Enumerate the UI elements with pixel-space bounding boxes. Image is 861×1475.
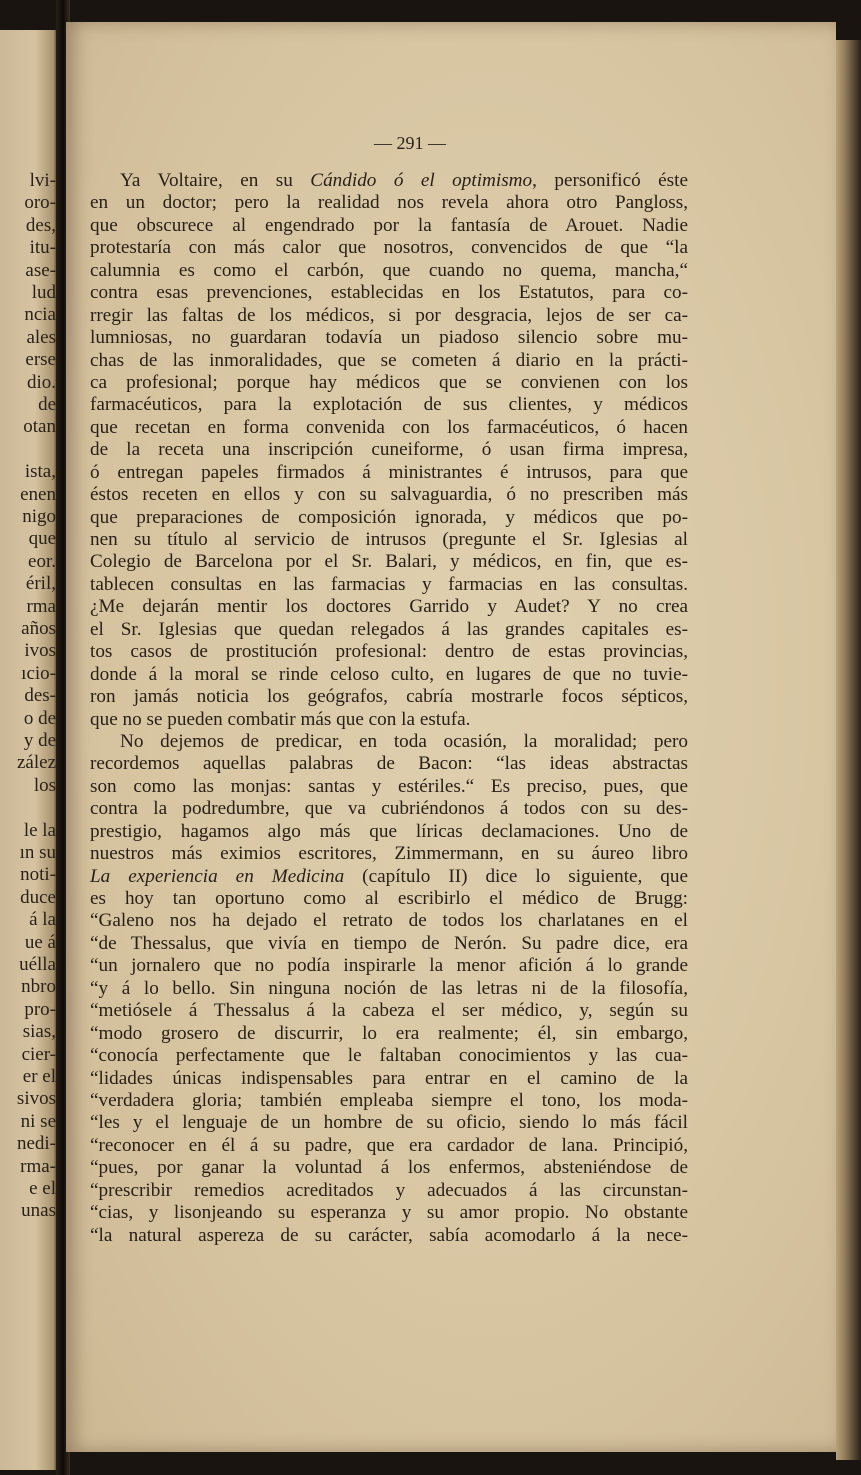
- text-line: [90, 215, 688, 237]
- text-line: [90, 1135, 688, 1157]
- left-page-fragment: ncia: [24, 304, 56, 326]
- left-page-fragment: ivos: [24, 640, 56, 662]
- text-line: [90, 170, 688, 192]
- left-page-fragment: oro-: [24, 192, 56, 214]
- text-run: lumniosas, no guardaran todavía un piadoso silencio sobre mu-: [90, 327, 688, 349]
- text-line: [90, 888, 688, 910]
- left-page-fragment: sivos: [16, 1088, 56, 1110]
- text-run: es hoy tan oportuno como al escribirlo el médico de Brugg:: [90, 888, 688, 909]
- text-line: [90, 260, 688, 282]
- left-page-fragment: pro-: [24, 998, 56, 1020]
- left-page-fragment: años: [21, 618, 56, 639]
- left-page-fragment: lvi-: [29, 170, 56, 191]
- text-run: “conocía perfectamente que le faltaban conocimientos y las cua-: [90, 1045, 688, 1067]
- text-line: [90, 305, 688, 327]
- text-line: [90, 1225, 688, 1247]
- text-run: que recetan en forma convenida con los farmacéuticos, ó hacen: [90, 416, 688, 438]
- text-line: [90, 1068, 688, 1090]
- left-page-fragment: duce: [20, 886, 56, 908]
- text-run: nuestros más eximios escritores, Zimmermann, en su áureo libro: [90, 843, 688, 865]
- left-page-fragment: uélla: [19, 954, 56, 975]
- left-page-fragment: los: [33, 774, 56, 796]
- text-line: [90, 1023, 688, 1045]
- left-page-edge: [0, 30, 58, 1470]
- text-line: [90, 1202, 688, 1224]
- left-page-fragment: rma: [26, 595, 56, 617]
- text-run: nen su título al servicio de intrusos (pregunte el Sr. Iglesias al: [90, 529, 688, 550]
- text-run: donde á la moral se rinde celoso culto, en lugares de que no tuvie-: [90, 663, 688, 685]
- text-line: [90, 866, 688, 888]
- text-line: [90, 372, 688, 394]
- text-line: [90, 731, 688, 753]
- left-page-fragment: de: [38, 394, 56, 415]
- text-run: “y á lo bello. Sin ninguna noción de las letras ni de la filosofía,: [90, 977, 688, 999]
- left-page-fragment: ista,: [24, 461, 56, 483]
- text-line: [90, 709, 688, 731]
- left-page-fragment: éril,: [25, 573, 56, 595]
- text-run: “metiósele á Thessalus á la cabeza el ser médico, y, según su: [90, 1000, 688, 1022]
- left-page-fragment: ın su: [19, 842, 56, 863]
- text-run: “Galeno nos ha dejado el retrato de todos los charlatanes en el: [90, 910, 688, 932]
- text-line: [90, 753, 688, 775]
- text-line: [90, 955, 688, 977]
- text-line: [90, 1000, 688, 1022]
- text-run: rregir las faltas de los médicos, si por desgracia, lejos de ser ca-: [90, 304, 688, 326]
- text-line: [90, 843, 688, 865]
- left-page-fragment: eor.: [28, 550, 56, 572]
- text-line: [90, 551, 688, 573]
- text-run: “verdadera gloria; también empleaba siempre el tono, los moda-: [90, 1089, 688, 1111]
- text-run: “reconocer en él á su padre, que era cardador de lana. Principió,: [90, 1134, 688, 1156]
- text-run: “prescribir remedios acreditados y adecuados á las circunstan-: [90, 1179, 688, 1201]
- text-line: [90, 1090, 688, 1112]
- left-page-fragment: ase-: [25, 259, 56, 281]
- left-page-fragment: e el: [29, 1178, 56, 1199]
- left-page-fragment: o de: [23, 707, 56, 729]
- text-run: tablecen consultas en las farmacias y farmacias en las consultas.: [90, 573, 688, 595]
- text-line: [90, 484, 688, 506]
- text-run: “les y el lenguaje de un hombre de su oficio, siendo lo más fácil: [90, 1112, 688, 1134]
- text-run: contra esas prevenciones, establecidas en los Estatutos, para co-: [90, 282, 688, 304]
- text-run: (capítulo II) dice lo siguiente, que: [344, 865, 689, 887]
- left-page-fragment: itu-: [29, 237, 56, 259]
- text-run: que obscurece al engendrado por la fantasía de Arouet. Nadie: [90, 214, 688, 236]
- text-line: [90, 910, 688, 932]
- text-run: que no se pueden combatir más que con la estufa.: [90, 708, 471, 730]
- page-number: — 291 —: [374, 133, 446, 153]
- text-run: que preparaciones de composición ignorada, y médicos que po-: [90, 506, 688, 528]
- text-run: “modo grosero de discurrir, lo era realmente; él, sin embargo,: [90, 1022, 688, 1044]
- text-run: tos casos de prostitución profesional: dentro de estas provincias,: [90, 641, 688, 663]
- text-run: éstos receten en ellos y con su salvaguardia, ó no prescriben más: [90, 484, 688, 506]
- text-run: ca profesional; porque hay médicos que se convienen con los: [90, 371, 688, 393]
- left-page-fragment: ni se: [20, 1110, 56, 1132]
- text-run: prestigio, hagamos algo más que líricas declamaciones. Uno de: [90, 820, 688, 842]
- text-line: [90, 1157, 688, 1179]
- text-run: calumnia es como el carbón, que cuando no quema, mancha,“: [90, 259, 688, 281]
- text-run: “cias, y lisonjeando su esperanza y su amor propio. No obstante: [90, 1202, 688, 1224]
- text-line: [90, 1045, 688, 1067]
- left-page-fragment: des,: [25, 214, 56, 236]
- left-page-fragment: zález: [16, 752, 56, 774]
- text-line: [90, 1180, 688, 1202]
- text-line: [90, 439, 688, 461]
- text-run: son como las monjas: santas y estériles.“ Es preciso, pues, que: [90, 775, 688, 797]
- text-line: [90, 978, 688, 1000]
- text-line: [90, 237, 688, 259]
- text-run: “de Thessalus, que vivía en tiempo de Nerón. Su padre dice, era: [90, 932, 688, 954]
- text-run: ¿Me dejarán mentir los doctores Garrido y Audet? Y no crea: [90, 596, 688, 618]
- text-run: Ya Voltaire, en su: [120, 170, 311, 191]
- left-page-fragment: que: [28, 528, 56, 550]
- italic-title: La experiencia en Medicina: [90, 865, 345, 887]
- left-page-fragment: lud: [31, 282, 56, 303]
- left-page-fragment: ales: [26, 326, 56, 348]
- text-run: el Sr. Iglesias que quedan relegados á las grandes capitales es-: [90, 618, 688, 640]
- text-run: “pues, por ganar la voluntad á los enfermos, absteniéndose de: [90, 1157, 688, 1179]
- text-line: [90, 417, 688, 439]
- right-page-edge: [836, 40, 861, 1460]
- text-line: [90, 641, 688, 663]
- left-page-fragment: dio.: [26, 371, 56, 393]
- text-run: farmacéuticos, para la explotación de sus clientes, y médicos: [90, 394, 688, 416]
- text-run: “un jornalero que no podía inspirarle la menor afición á lo grande: [90, 955, 688, 977]
- left-page-fragment: le la: [23, 819, 56, 841]
- text-line: [90, 1112, 688, 1134]
- text-line: [90, 664, 688, 686]
- left-page-fragment: erse: [25, 349, 56, 371]
- italic-title: Cándido ó el optimismo: [310, 170, 533, 191]
- text-line: [90, 776, 688, 798]
- left-page-fragment: cier-: [21, 1043, 56, 1065]
- text-line: [90, 282, 688, 304]
- text-run: ó entregan papeles firmados á ministrantes é intrusos, para que: [90, 461, 688, 483]
- left-page-fragment: enen: [20, 483, 56, 505]
- text-line: [90, 507, 688, 529]
- left-page-fragment: noti-: [20, 864, 56, 886]
- text-line: [90, 529, 688, 551]
- left-page-fragment: otan: [23, 416, 56, 438]
- left-page-fragment: y de: [23, 730, 56, 751]
- left-page-fragment: des-: [24, 685, 56, 707]
- page-body-text: [90, 170, 688, 1247]
- text-line: [90, 619, 688, 641]
- text-run: “lidades únicas indispensables para entrar en el camino de la: [90, 1067, 688, 1089]
- left-page-fragment: rma-: [20, 1155, 56, 1177]
- text-run: en un doctor; pero la realidad nos revela ahora otro Pangloss,: [90, 192, 688, 214]
- left-page-fragment: nigo: [22, 506, 56, 527]
- text-run: , personificó éste: [532, 170, 688, 191]
- left-page-fragment: á la: [29, 909, 56, 931]
- text-run: de la receta una inscripción cuneiforme, ó usan firma impresa,: [90, 439, 688, 461]
- text-line: [90, 394, 688, 416]
- text-line: [90, 686, 688, 708]
- text-line: [90, 933, 688, 955]
- text-run: contra la podredumbre, que va cubriéndonos á todos con su des-: [90, 798, 688, 820]
- left-page-fragment: unas: [21, 1200, 56, 1222]
- text-run: chas de las inmoralidades, que se cometen á diario en la prácti-: [90, 349, 688, 371]
- text-line: [90, 798, 688, 820]
- text-run: protestaría con más calor que nosotros, convencidos de que “la: [90, 237, 688, 259]
- left-page-fragment: nedi-: [16, 1133, 56, 1155]
- left-page-fragment: er el: [22, 1066, 56, 1087]
- text-run: Colegio de Barcelona por el Sr. Balari, y médicos, en fin, que es-: [90, 551, 688, 573]
- left-page-fragment: ue á: [24, 931, 56, 953]
- text-run: No dejemos de predicar, en toda ocasión, la moralidad; pero: [120, 730, 688, 752]
- text-run: ron jamás noticia los geógrafos, cabría mostrarle focos sépticos,: [90, 686, 688, 708]
- text-line: [90, 462, 688, 484]
- text-line: [90, 574, 688, 596]
- text-run: recordemos aquellas palabras de Bacon: “las ideas abstractas: [90, 753, 688, 775]
- left-page-fragment: ıcio-: [21, 662, 56, 684]
- text-line: [90, 821, 688, 843]
- text-run: “la natural aspereza de su carácter, sabía acomodarlo á la nece-: [90, 1224, 688, 1246]
- text-line: [90, 192, 688, 214]
- left-page-fragment: nbro: [21, 976, 56, 998]
- text-line: [90, 327, 688, 349]
- left-page-fragment: sias,: [22, 1021, 56, 1043]
- text-line: [90, 350, 688, 372]
- text-line: [90, 596, 688, 618]
